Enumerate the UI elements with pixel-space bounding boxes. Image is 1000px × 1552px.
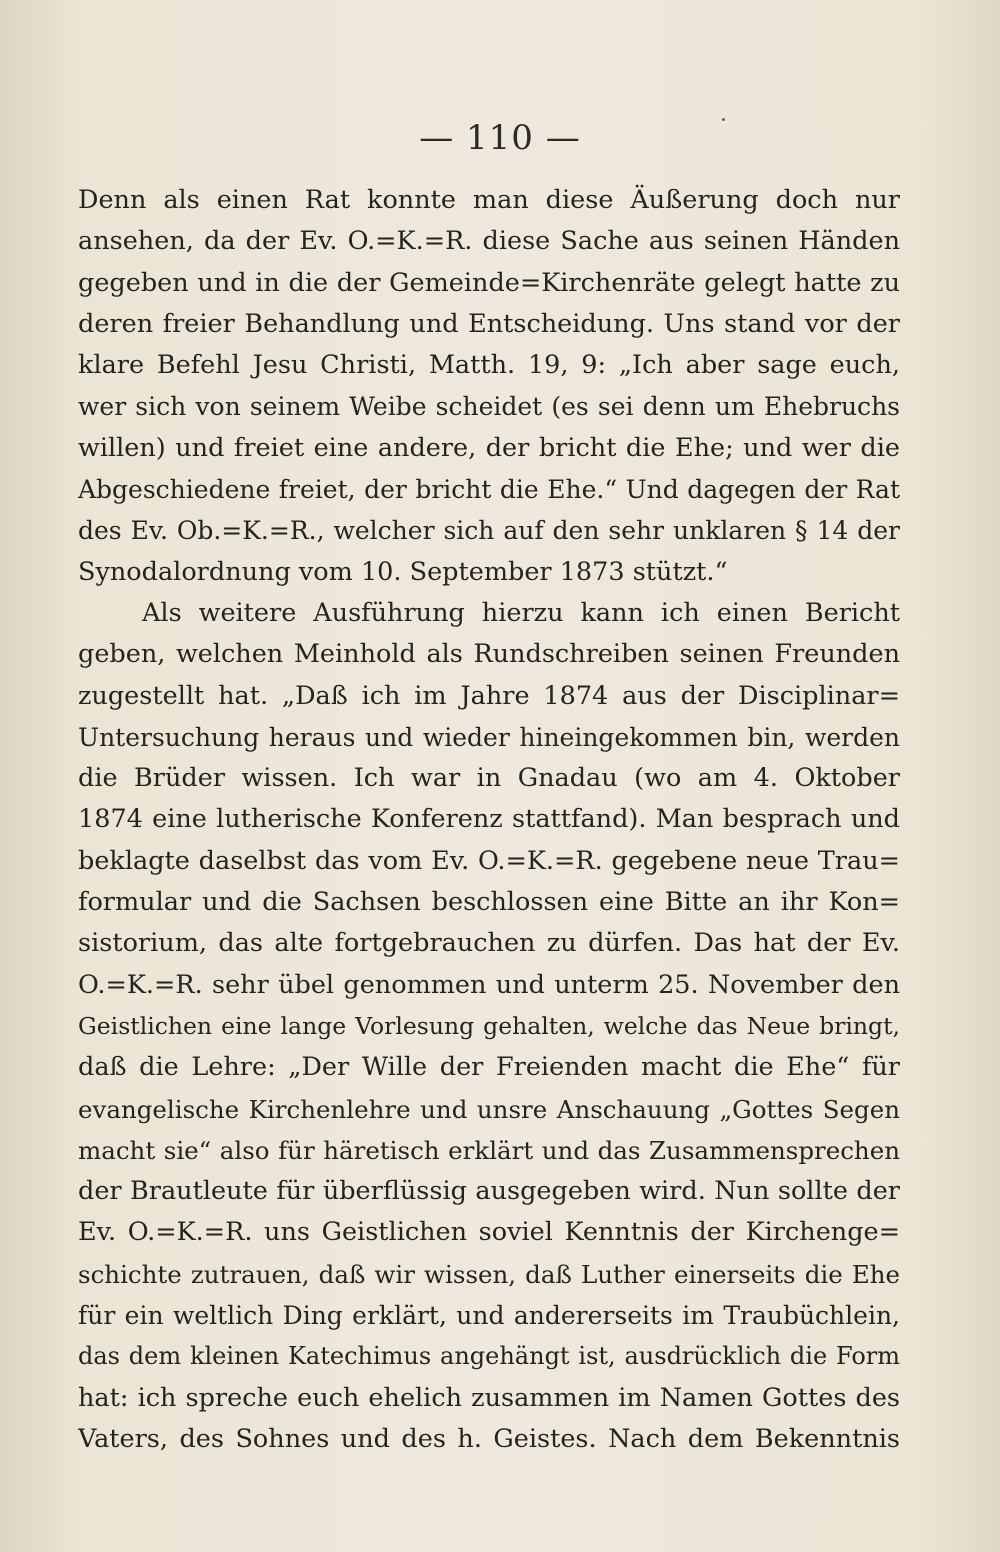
text-line: Ev. O.=K.=R. uns Geistlichen soviel Kenntnis der Kirchenge= [78,1217,900,1248]
text-line: schichte zutrauen, daß wir wissen, daß Luther einerseits die Ehe [78,1259,900,1289]
text-line: das dem kleinen Katechimus angehängt ist, ausdrücklich die Form [78,1342,900,1371]
text-line: zugestellt hat. „Daß ich im Jahre 1874 aus der Disciplinar= [78,680,900,711]
text-line: Vaters, des Sohnes und des h. Geistes. Nach dem Bekenntnis [78,1423,900,1454]
text-line: beklagte daselbst das vom Ev. O.=K.=R. gegebene neue Trau= [78,845,900,876]
text-line: 1874 eine lutherische Konferenz stattfand). Man besprach und [78,804,900,835]
text-line: hat: ich spreche euch ehelich zusammen im Namen Gottes des [78,1382,900,1413]
text-line: gegeben und in die der Gemeinde=Kirchenräte gelegt hatte zu [78,267,900,298]
text-line: klare Befehl Jesu Christi, Matth. 19, 9: „Ich aber sage euch, [78,350,900,381]
text-line: daß die Lehre: „Der Wille der Freienden macht die Ehe“ für [78,1052,900,1083]
text-line: geben, welchen Meinhold als Rundschreiben seinen Freunden [78,639,900,670]
page-number: — 110 — [419,118,581,158]
text-line: die Brüder wissen. Ich war in Gnadau (wo am 4. Oktober [78,763,900,794]
body-text [78,180,900,1460]
text-line: ansehen, da der Ev. O.=K.=R. diese Sache aus seinen Händen [78,226,900,257]
text-line: willen) und freiet eine andere, der bricht die Ehe; und wer die [78,432,900,463]
text-line: Denn als einen Rat konnte man diese Äußerung doch nur [78,185,900,215]
text-line: Untersuchung heraus und wieder hineingekommen bin, werden [78,722,900,752]
text-line: wer sich von seinem Weibe scheidet (es sei denn um Ehebruchs [78,392,900,422]
text-line: des Ev. Ob.=K.=R., welcher sich auf den sehr unklaren § 14 der [78,516,900,546]
text-line: macht sie“ also für häretisch erklärt und das Zusammensprechen [78,1135,900,1165]
text-line: evangelische Kirchenlehre und unsre Anschauung „Gottes Segen [78,1094,900,1124]
text-line: formular und die Sachsen beschlossen eine Bitte an ihr Kon= [78,887,900,918]
text-line: für ein weltlich Ding erklärt, und andererseits im Traubüchlein, [78,1301,900,1331]
text-line: Abgeschiedene freiet, der bricht die Ehe.“ Und dagegen der Rat [78,475,900,505]
paragraph-start-line: Als weitere Ausführung hierzu kann ich einen Bericht [142,597,900,628]
text-line: O.=K.=R. sehr übel genommen und unterm 25. November den [78,969,900,1000]
paragraph-end-line: Synodalordnung vom 10. September 1873 stützt.“ [78,556,728,587]
text-line: Geistlichen eine lange Vorlesung gehalten, welche das Neue bringt, [78,1011,900,1040]
text-line: deren freier Behandlung und Entscheidung. Uns stand vor der [78,308,900,339]
text-line: sistorium, das alte fortgebrauchen zu dürfen. Das hat der Ev. [78,928,900,959]
text-line: der Brautleute für überflüssig ausgegeben wird. Nun sollte der [78,1176,900,1207]
